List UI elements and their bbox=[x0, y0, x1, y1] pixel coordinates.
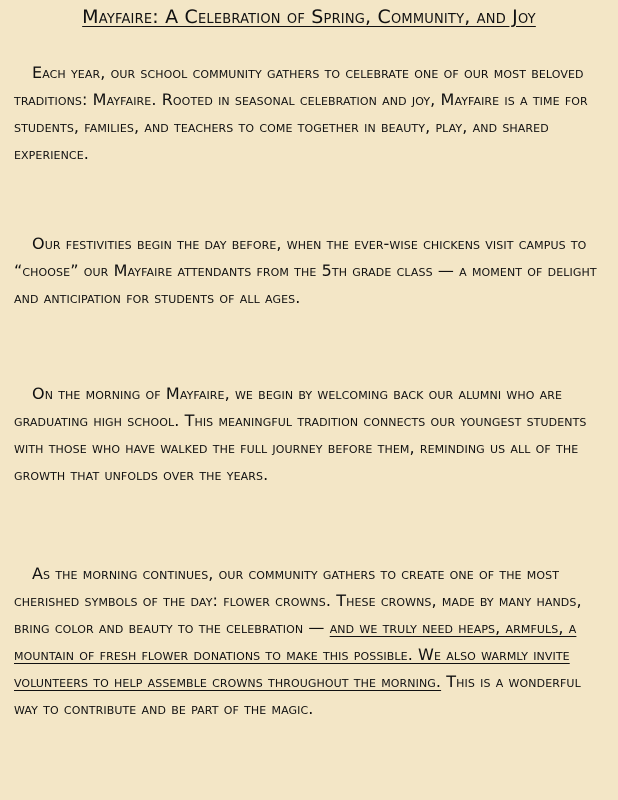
paragraph-alumni: On the morning of Mayfaire, we begin by welcoming back our alumni who are graduating high school. This meaningful tradition connects our youngest students with those who have walked the full journey before them, reminding us all of the growth that unfolds over the years. bbox=[14, 384, 587, 484]
paragraph-intro: Each year, our school community gathers to celebrate one of our most beloved traditions: Mayfaire. Rooted in seasonal celebration and joy, Mayfaire is a time for students, families, and teachers to come together in beauty, play, and shared experience. bbox=[14, 63, 588, 163]
donation-request-text: and we truly need heaps, armfuls, a mountain of fresh flower donations to make this possible. We also warmly invite volunteers to help assemble crowns throughout the morning. bbox=[14, 618, 577, 691]
closing-text: This is a wonderful way to contribute and be part of the magic. bbox=[14, 672, 581, 718]
document-title: Mayfaire: A Celebration of Spring, Community, and Joy bbox=[82, 6, 536, 28]
paragraph-flower-crowns bbox=[14, 560, 604, 722]
flower-crowns-text: As the morning continues, our community gathers to create one of the most cherished symbols of the day: flower crowns. These crowns, made by many hands, bring color and beauty to the celebration — bbox=[14, 564, 582, 637]
paragraph-festivities: Our festivities begin the day before, when the ever-wise chickens visit campus to “choose” our Mayfaire attendants from the 5th grade class — a moment of delight and anticipation for students of all ages. bbox=[14, 234, 597, 307]
